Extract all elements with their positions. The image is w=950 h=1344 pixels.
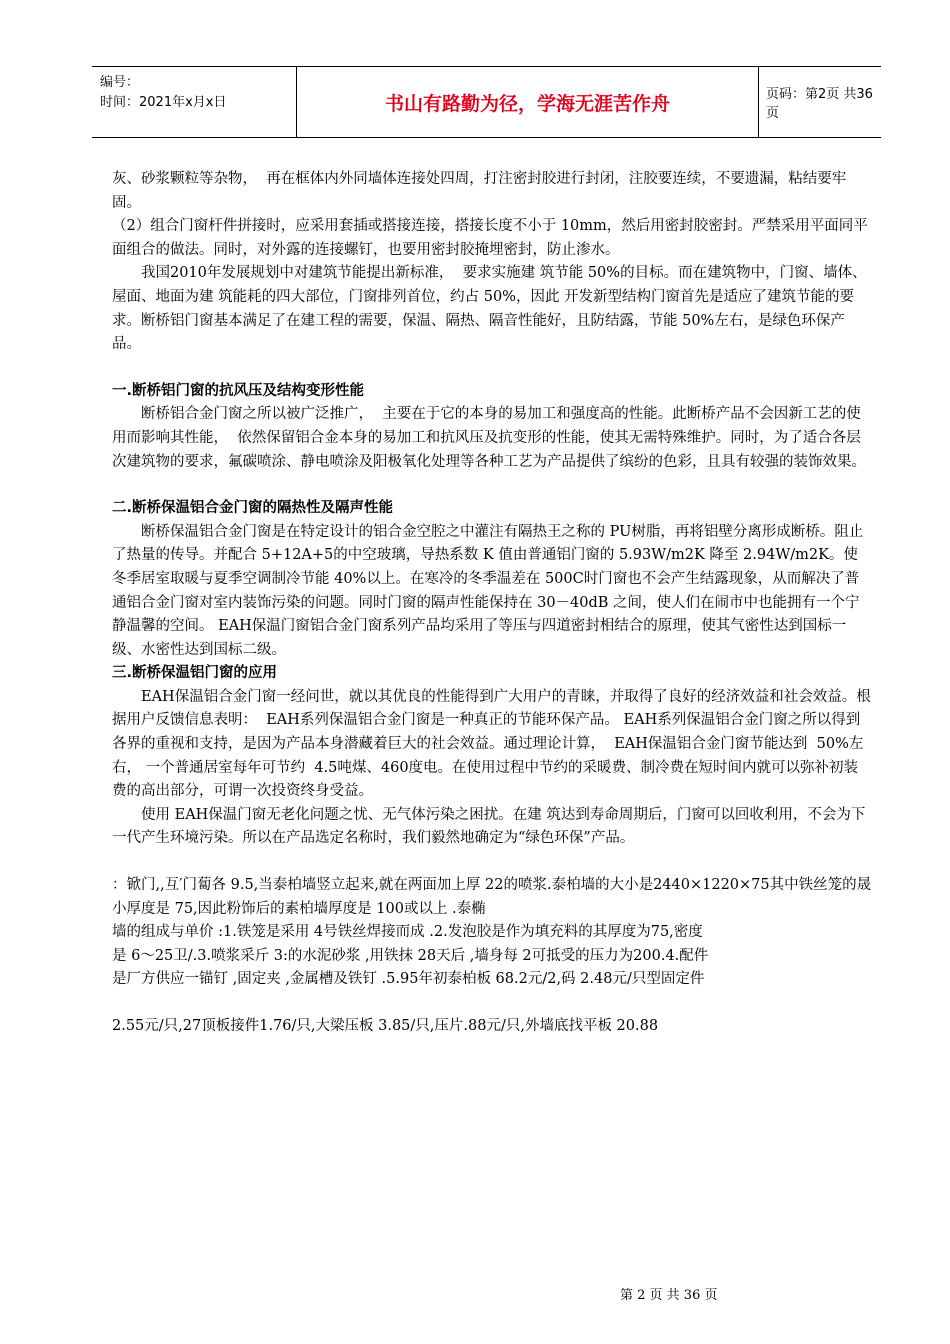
header-page-label: 页码：第2页 共36页 <box>766 87 873 121</box>
paragraph: （2）组合门窗杆件拼接时，应采用套插或搭接连接，搭接长度不小于 10mm，然后用密封胶密封。严禁采用平面同平面组合的做法。同时，对外露的连接螺钉，也要用密封胶掩埋密封，防止渗水。 <box>112 218 868 258</box>
page-header <box>92 66 881 138</box>
spacer <box>112 851 872 874</box>
paragraph: 断桥铝合金门窗之所以被广泛推广， 主要在于它的本身的易加工和强度高的性能。此断桥产品不会因新工艺的使用而影响其性能， 依然保留铝合金本身的易加工和抗风压及抗变形的性能，使其无需特殊维护。同时，为了适合各层次建筑物的要求，氟碳喷涂、静电喷涂及阳极氧化处理等各种工艺为产品提供了缤纷的色彩，且具有较强的装饰效果。 <box>112 406 866 470</box>
header-motto-cell <box>296 67 759 137</box>
header-left <box>100 73 296 113</box>
spacer <box>112 474 872 497</box>
section-heading-1: 一.断桥铝门窗的抗风压及结构变形性能 <box>112 382 365 399</box>
spacer <box>112 992 872 1015</box>
paragraph: 墙的组成与单价 :1.铁笼是采用 4号铁丝焊接而成 .2.发泡胶是作为填充料的其厚度为75,密度 <box>112 924 703 941</box>
paragraph: ：锨门,,互′门蔔各 9.5,当泰柏墙竖立起来,就在两面加上厚 22的喷浆.泰柏墙的大小是2440×1220×75其中铁丝笼的晟小厚度是 75,因此粉饰后的素柏墙厚度是 100或以上 .泰椭 <box>112 877 872 917</box>
header-motto: 书山有路勤为径，学海无涯苦作舟 <box>384 92 670 115</box>
paragraph: EAH保温铝合金门窗一经问世，就以其优良的性能得到广大用户的青睐，并取得了良好的经济效益和社会效益。根据用户反馈信息表明： EAH系列保温铝合金门窗是一种真正的节能环保产品。 EAH系列保温铝合金门窗之所以得到各界的重视和支持，是因为产品本身潜藏着巨大的社会效益。通过理论计算， EAH保温铝合金门窗节能达到 50%左右， 一个普通居室每年可节约 4.5吨煤、460度电。在使用过程中节约的采暖费、制冷费在短时间内就可以弥补初装费的高出部分，可谓一次投资终身受益。 <box>112 688 871 800</box>
page-footer: 第 2 页 共 36 页 <box>620 1288 718 1303</box>
paragraph: 断桥保温铝合金门窗是在特定设计的铝合金空腔之中灌注有隔热王之称的 PU树脂，再将铝壁分离形成断桥。阻止了热量的传导。并配合 5+12A+5的中空玻璃，导热系数 K 值由普通铝门窗的 5.93W/m2K 降至 2.94W/m2K。使冬季居室取暖与夏季空调制冷节能 40%以上。在寒冷的冬季温差在 500C时门窗也不会产生结露现象，从而解决了普通铝合金门窗对室内装饰污染的问题。同时门窗的隔声性能保持在 30－40dB 之间，使人们在闹市中也能拥有一个宁静温馨的空间。 EAH保温门窗铝合金门窗系列产品均采用了等压与四道密封相结合的原理，使其气密性达到国标一级、水密性达到国标二级。 <box>112 523 864 658</box>
spacer <box>112 357 872 380</box>
section-heading-2: 二.断桥保温铝合金门窗的隔热性及隔声性能 <box>112 500 394 517</box>
document-body <box>112 168 872 1039</box>
section-heading-3: 三.断桥保温铝门窗的应用 <box>112 665 278 682</box>
paragraph: 我国2010年发展规划中对建筑节能提出新标准， 要求实施建 筑节能 50%的目标。而在建筑物中，门窗、墙体、屋面、地面为建 筑能耗的四大部位，门窗排列首位，约占 50%，因此 开发新型结构门窗首先是适应了建筑节能的要求。断桥铝门窗基本满足了在建工程的需要，保温、隔热、隔音性能好，且防结露，节能 50%左右，是绿色环保产品。 <box>112 265 867 353</box>
document-number-label: 编号： <box>100 75 140 90</box>
document-time-label: 时间：2021年x月x日 <box>100 95 227 110</box>
paragraph: 2.55元/只,27顶板接件1.76/只,大梁压板 3.85/只,压片.88元/只,外墙底找平板 20.88 <box>112 1018 659 1034</box>
paragraph: 灰、砂浆颗粒等杂物， 再在框体内外同墙体连接处四周，打注密封胶进行封闭，注胶要连续，不要遗漏，粘结要牢固。 <box>112 171 847 211</box>
paragraph: 是厂方供应一锚钉 ,固定夹 ,金属槽及铁钉 .5.95年初泰柏板 68.2元/2,码 2.48元/只型固定件 <box>112 971 705 988</box>
paragraph: 使用 EAH保温门窗无老化问题之忧、无气体污染之困扰。在建 筑达到寿命周期后，门窗可以回收利用，不会为下一代产生环境污染。所以在产品选定名称时，我们毅然地确定为“绿色环保”产品。 <box>112 806 866 847</box>
paragraph: 是 6～25卫/.3.喷浆采斤 3:的水泥砂浆 ,用铁抹 28天后 ,墙身每 2可抵受的压力为200.4.配件 <box>112 947 709 964</box>
